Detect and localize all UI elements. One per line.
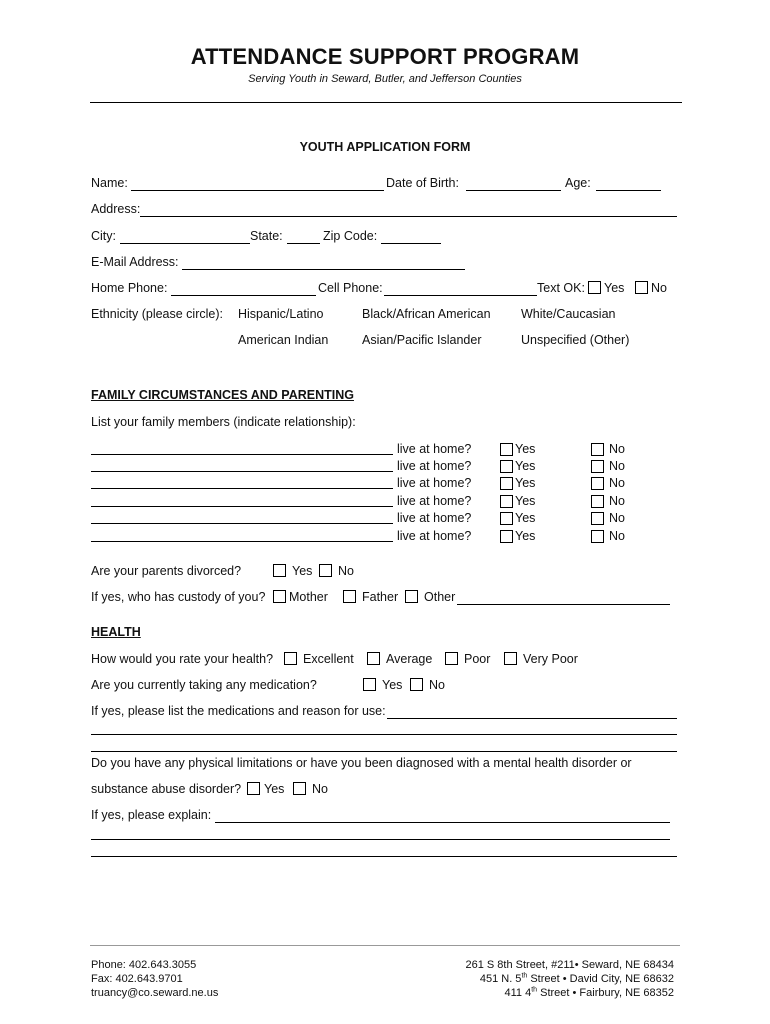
live-at-home-yes-label: Yes	[515, 511, 536, 525]
footer-phone: Phone: 402.643.3055	[91, 959, 197, 971]
header-divider	[90, 102, 682, 103]
live-at-home-yes-checkbox[interactable]	[500, 512, 513, 525]
live-at-home-no-checkbox[interactable]	[591, 530, 604, 543]
divorced-yes-label: Yes	[292, 564, 313, 578]
cell-phone-field[interactable]	[384, 295, 537, 296]
custody-mother-label: Mother	[289, 590, 328, 604]
name-field[interactable]	[131, 190, 384, 191]
limitations-yes-checkbox[interactable]	[247, 782, 260, 795]
custody-father-checkbox[interactable]	[343, 590, 356, 603]
live-at-home-label: live at home?	[397, 511, 472, 525]
medication-yes-checkbox[interactable]	[363, 678, 376, 691]
medication-label: Are you currently taking any medication?	[91, 678, 317, 692]
form-title: YOUTH APPLICATION FORM	[299, 140, 471, 154]
live-at-home-label: live at home?	[397, 494, 472, 508]
name-label: Name:	[91, 176, 128, 190]
divorced-no-label: No	[338, 564, 354, 578]
dob-field[interactable]	[466, 190, 561, 191]
live-at-home-no-label: No	[609, 494, 625, 508]
medication-no-checkbox[interactable]	[410, 678, 423, 691]
footer-address-david-city: 451 N. 5th Street • David City, NE 68632	[479, 972, 674, 985]
state-label: State:	[250, 229, 283, 243]
cell-phone-label: Cell Phone:	[318, 281, 383, 295]
text-ok-no-checkbox[interactable]	[635, 281, 648, 294]
live-at-home-no-label: No	[609, 442, 625, 456]
custody-label: If yes, who has custody of you?	[91, 590, 266, 604]
explain-label: If yes, please explain:	[91, 808, 212, 822]
footer-address-seward: 261 S 8th Street, #211• Seward, NE 68434	[465, 959, 674, 971]
family-member-field[interactable]	[91, 471, 393, 472]
medication-no-label: No	[429, 678, 445, 692]
divorced-no-checkbox[interactable]	[319, 564, 332, 577]
medication-yes-label: Yes	[382, 678, 403, 692]
family-member-field[interactable]	[91, 523, 393, 524]
med-list-label: If yes, please list the medications and reason for use:	[91, 704, 386, 718]
program-title: ATTENDANCE SUPPORT PROGRAM	[190, 44, 580, 69]
custody-other-label: Other	[424, 590, 456, 604]
health-excellent-label: Excellent	[303, 652, 354, 666]
city-field[interactable]	[120, 243, 250, 244]
family-member-field[interactable]	[91, 506, 393, 507]
health-poor-label: Poor	[464, 652, 491, 666]
custody-mother-checkbox[interactable]	[273, 590, 286, 603]
limitations-label-cont: substance abuse disorder?	[91, 782, 242, 796]
limitations-label: Do you have any physical limitations or have you been diagnosed with a mental health disorder or	[91, 756, 632, 770]
family-member-field[interactable]	[91, 541, 393, 542]
med-list-field[interactable]	[387, 718, 677, 719]
program-subtitle: Serving Youth in Seward, Butler, and Jefferson Counties	[248, 73, 522, 85]
address-label: Address:	[91, 202, 141, 216]
ethnicity-label: Ethnicity (please circle):	[91, 307, 223, 321]
footer-email[interactable]: truancy@co.seward.ne.us	[91, 987, 219, 999]
live-at-home-yes-label: Yes	[515, 494, 536, 508]
custody-father-label: Father	[362, 590, 399, 604]
live-at-home-label: live at home?	[397, 459, 472, 473]
live-at-home-no-checkbox[interactable]	[591, 495, 604, 508]
live-at-home-no-checkbox[interactable]	[591, 477, 604, 490]
live-at-home-no-label: No	[609, 459, 625, 473]
age-field[interactable]	[596, 190, 661, 191]
state-field[interactable]	[287, 243, 320, 244]
med-list-field[interactable]	[91, 751, 677, 752]
custody-other-checkbox[interactable]	[405, 590, 418, 603]
age-label: Age:	[565, 176, 591, 190]
zip-label: Zip Code:	[323, 229, 378, 243]
footer-divider	[90, 945, 680, 946]
limitations-no-label: No	[312, 782, 328, 796]
live-at-home-label: live at home?	[397, 442, 472, 456]
explain-field[interactable]	[91, 856, 677, 857]
ethnicity-option[interactable]: Black/African American	[362, 307, 491, 321]
ethnicity-option[interactable]: White/Caucasian	[521, 307, 616, 321]
ethnicity-option[interactable]: American Indian	[238, 333, 329, 347]
divorced-yes-checkbox[interactable]	[273, 564, 286, 577]
explain-field[interactable]	[215, 822, 670, 823]
family-heading: FAMILY CIRCUMSTANCES AND PARENTING	[91, 388, 354, 402]
ethnicity-option[interactable]: Unspecified (Other)	[521, 333, 630, 347]
health-rate-label: How would you rate your health?	[91, 652, 274, 666]
health-average-checkbox[interactable]	[367, 652, 380, 665]
limitations-yes-label: Yes	[264, 782, 285, 796]
health-excellent-checkbox[interactable]	[284, 652, 297, 665]
email-label: E-Mail Address:	[91, 255, 179, 269]
email-field[interactable]	[182, 269, 465, 270]
family-member-field[interactable]	[91, 454, 393, 455]
family-member-field[interactable]	[91, 488, 393, 489]
family-list-prompt: List your family members (indicate relationship):	[91, 415, 356, 429]
footer-fax: Fax: 402.643.9701	[91, 973, 183, 985]
custody-other-field[interactable]	[457, 604, 670, 605]
footer-address-fairbury: 411 4th Street • Fairbury, NE 68352	[504, 986, 674, 999]
health-very-poor-checkbox[interactable]	[504, 652, 517, 665]
live-at-home-yes-label: Yes	[515, 529, 536, 543]
zip-field[interactable]	[381, 243, 441, 244]
live-at-home-no-label: No	[609, 529, 625, 543]
live-at-home-yes-checkbox[interactable]	[500, 495, 513, 508]
text-ok-yes-checkbox[interactable]	[588, 281, 601, 294]
limitations-no-checkbox[interactable]	[293, 782, 306, 795]
live-at-home-yes-checkbox[interactable]	[500, 460, 513, 473]
explain-field[interactable]	[91, 839, 670, 840]
health-very-poor-label: Very Poor	[523, 652, 578, 666]
live-at-home-yes-label: Yes	[515, 476, 536, 490]
live-at-home-yes-checkbox[interactable]	[500, 530, 513, 543]
city-label: City:	[91, 229, 116, 243]
ethnicity-option[interactable]: Asian/Pacific Islander	[362, 333, 482, 347]
address-field[interactable]	[140, 216, 677, 217]
home-phone-field[interactable]	[171, 295, 316, 296]
divorced-label: Are your parents divorced?	[91, 564, 242, 578]
live-at-home-label: live at home?	[397, 476, 472, 490]
dob-label: Date of Birth:	[386, 176, 459, 190]
live-at-home-yes-checkbox[interactable]	[500, 443, 513, 456]
live-at-home-no-checkbox[interactable]	[591, 512, 604, 525]
text-ok-no-label: No	[651, 281, 667, 295]
live-at-home-no-checkbox[interactable]	[591, 460, 604, 473]
health-average-label: Average	[386, 652, 433, 666]
live-at-home-no-label: No	[609, 511, 625, 525]
text-ok-label: Text OK:	[537, 281, 585, 295]
health-heading: HEALTH	[91, 625, 141, 639]
live-at-home-yes-label: Yes	[515, 459, 536, 473]
health-poor-checkbox[interactable]	[445, 652, 458, 665]
text-ok-yes-label: Yes	[604, 281, 625, 295]
home-phone-label: Home Phone:	[91, 281, 168, 295]
live-at-home-yes-checkbox[interactable]	[500, 477, 513, 490]
live-at-home-no-label: No	[609, 476, 625, 490]
live-at-home-no-checkbox[interactable]	[591, 443, 604, 456]
ethnicity-option[interactable]: Hispanic/Latino	[238, 307, 324, 321]
live-at-home-yes-label: Yes	[515, 442, 536, 456]
live-at-home-label: live at home?	[397, 529, 472, 543]
med-list-field[interactable]	[91, 734, 677, 735]
